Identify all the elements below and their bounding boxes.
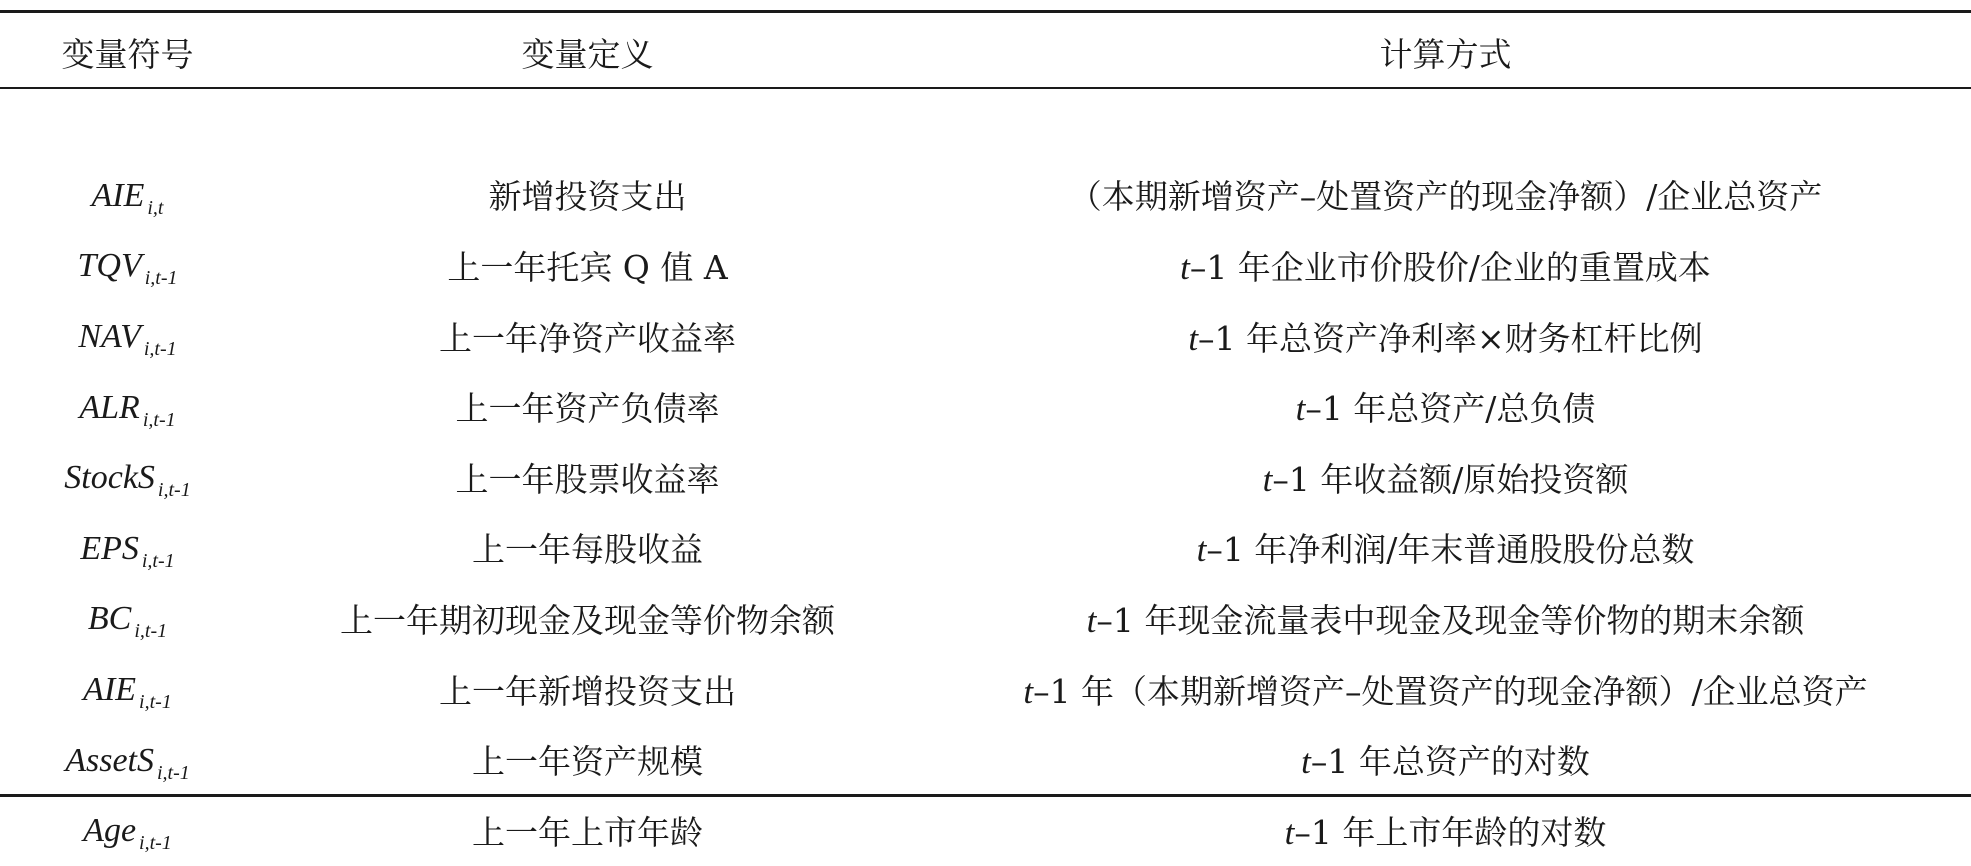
- symbol-subscript: i,t-1: [143, 338, 177, 361]
- variable-symbol: [80, 529, 175, 572]
- calc-text: –1 年现金流量表中现金及现金等价物的期末余额: [1096, 600, 1805, 640]
- symbol-main: StockS: [64, 459, 155, 497]
- variable-symbol: [64, 459, 191, 502]
- symbol-main: NAV: [78, 318, 141, 356]
- calc-text: –1 年（本期新增资产–处置资产的现金净额）/企业总资产: [1033, 671, 1868, 711]
- calc-text: –1 年收益额/原始投资额: [1272, 459, 1629, 499]
- calc-time-variable: t: [1262, 459, 1273, 499]
- variable-symbol: [83, 671, 172, 714]
- table-row: [0, 160, 1971, 231]
- symbol-subscript: i,t-1: [142, 408, 176, 431]
- symbol-main: TQV: [77, 247, 142, 285]
- table-row: [0, 301, 1971, 372]
- calc-text: –1 年企业市价股价/企业的重置成本: [1189, 247, 1711, 287]
- calc-time-variable: t: [1086, 600, 1097, 640]
- cell-calculation: [920, 301, 1971, 372]
- calc-time-variable: t: [1023, 671, 1034, 711]
- table-row: [0, 371, 1971, 442]
- symbol-main: AIE: [83, 671, 137, 709]
- cell-definition: 上一年股票收益率: [455, 459, 720, 499]
- cell-calculation: [920, 654, 1971, 725]
- symbol-main: BC: [87, 600, 132, 638]
- table-spacer: [0, 89, 1971, 160]
- header-calculation: 计算方式: [1379, 34, 1512, 74]
- calc-text: –1 年上市年龄的对数: [1294, 812, 1607, 852]
- cell-definition: 上一年净资产收益率: [439, 318, 736, 358]
- variable-symbol: [78, 318, 177, 361]
- cell-definition: 上一年资产负债率: [455, 389, 720, 429]
- cell-definition: 上一年托宾 Q 值 A: [447, 247, 728, 287]
- calc-text: –1 年总资产的对数: [1310, 742, 1590, 782]
- calc-time-variable: t: [1180, 247, 1190, 287]
- header-definition: 变量定义: [521, 34, 654, 74]
- cell-symbol: [0, 583, 255, 654]
- symbol-main: Age: [83, 812, 137, 850]
- table-header-row: [0, 13, 1971, 89]
- symbol-subscript: i,t: [147, 196, 164, 219]
- cell-definition: 上一年每股收益: [472, 530, 703, 570]
- symbol-main: EPS: [80, 529, 139, 567]
- symbol-subscript: i,t-1: [141, 549, 175, 572]
- symbol-subscript: i,t-1: [144, 267, 178, 290]
- cell-definition: 上一年期初现金及现金等价物余额: [340, 600, 835, 640]
- cell-calculation: [920, 513, 1971, 584]
- cell-definition: 上一年新增投资支出: [439, 671, 736, 711]
- symbol-subscript: i,t-1: [134, 620, 168, 643]
- variable-symbol: [91, 176, 164, 219]
- table-row: [0, 583, 1971, 654]
- symbol-main: AssetS: [65, 741, 154, 779]
- calc-time-variable: t: [1196, 530, 1207, 570]
- cell-symbol: [0, 724, 255, 795]
- calc-text: –1 年净利润/年末普通股股份总数: [1206, 530, 1695, 570]
- table-row: [0, 513, 1971, 584]
- calc-time-variable: t: [1301, 742, 1311, 782]
- cell-symbol: [0, 371, 255, 442]
- symbol-subscript: i,t-1: [157, 479, 191, 502]
- cell-definition: 上一年上市年龄: [472, 812, 703, 852]
- variable-symbol: [83, 812, 172, 855]
- cell-symbol: [0, 230, 255, 301]
- cell-calculation: [920, 371, 1971, 442]
- symbol-subscript: i,t-1: [139, 832, 172, 855]
- header-symbol: 变量符号: [61, 34, 194, 74]
- calc-time-variable: t: [1284, 812, 1295, 852]
- cell-symbol: [0, 442, 255, 513]
- symbol-main: AIE: [91, 176, 145, 214]
- calc-time-variable: t: [1295, 389, 1306, 429]
- cell-symbol: [0, 160, 255, 231]
- cell-definition: 上一年资产规模: [472, 742, 703, 782]
- variable-symbol: [65, 741, 190, 784]
- table-row: [0, 442, 1971, 513]
- cell-calculation: [920, 724, 1971, 795]
- table-body: [0, 89, 1971, 866]
- cell-symbol: [0, 513, 255, 584]
- cell-symbol: [0, 654, 255, 725]
- variable-symbol: [87, 600, 168, 643]
- data-table: [0, 13, 1971, 866]
- symbol-subscript: i,t-1: [139, 691, 172, 714]
- table-row: [0, 654, 1971, 725]
- symbol-subscript: i,t-1: [157, 761, 190, 784]
- calc-time-variable: t: [1188, 318, 1199, 358]
- cell-symbol: [0, 301, 255, 372]
- variable-symbol: [77, 247, 178, 290]
- variable-symbol: [79, 388, 176, 431]
- table-row: [0, 230, 1971, 301]
- table-row: [0, 724, 1971, 795]
- calc-text: （本期新增资产–处置资产的现金净额）/企业总资产: [1068, 177, 1823, 217]
- calc-text: –1 年总资产/总负债: [1305, 389, 1596, 429]
- cell-calculation: [920, 160, 1971, 231]
- symbol-main: ALR: [79, 388, 140, 426]
- cell-definition: 新增投资支出: [488, 177, 687, 217]
- calc-text: –1 年总资产净利率×财务杠杆比例: [1198, 318, 1703, 358]
- cell-calculation: [920, 583, 1971, 654]
- cell-calculation: [920, 442, 1971, 513]
- cell-calculation: [920, 230, 1971, 301]
